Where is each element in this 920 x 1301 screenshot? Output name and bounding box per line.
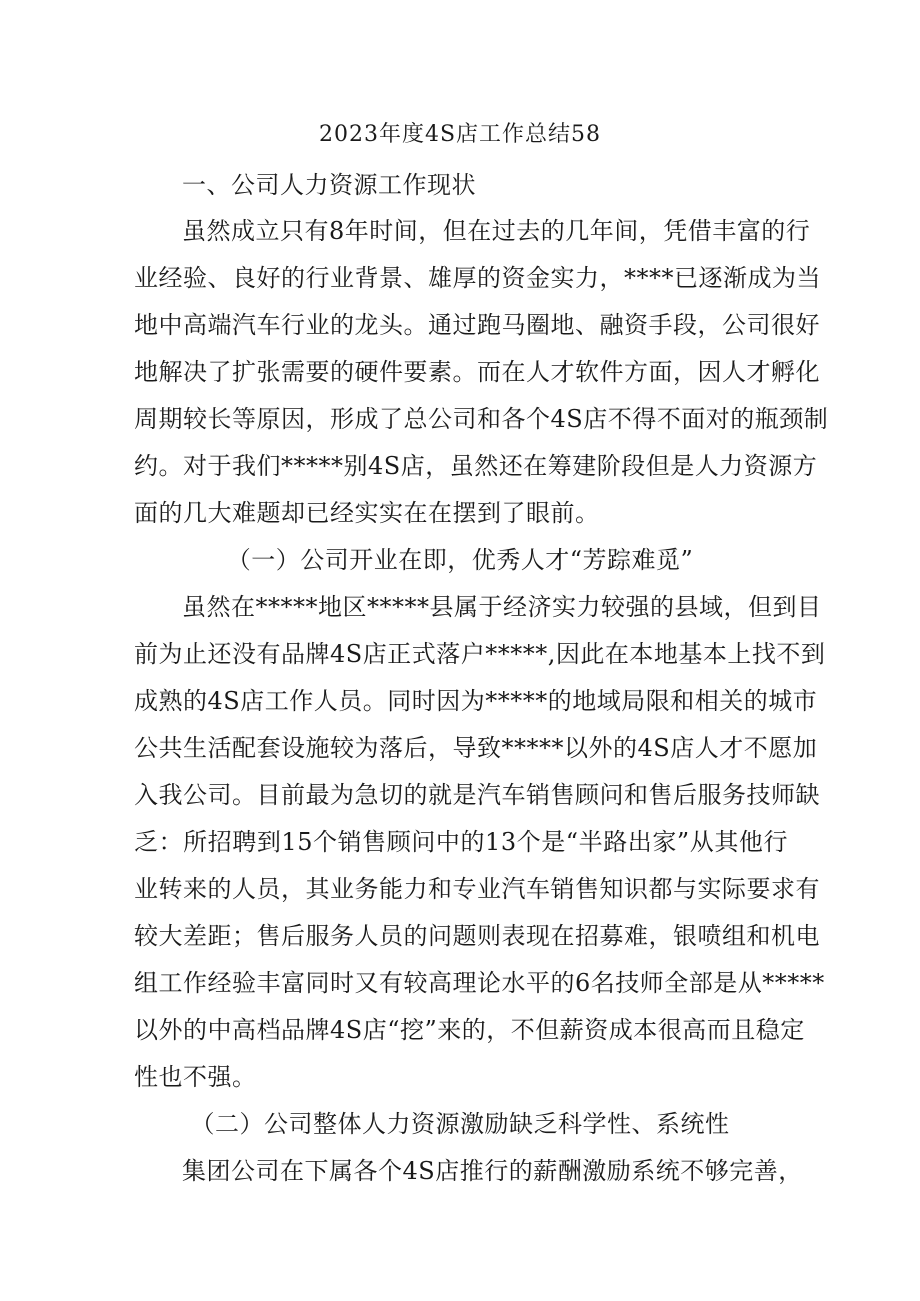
paragraph-line: 业经验、良好的行业背景、雄厚的资金实力，****已逐渐成为当	[134, 264, 821, 292]
paragraph-line: 公共生活配套设施较为落后，导致*****以外的4S店人才不愿加	[134, 734, 818, 762]
paragraph-line: 虽然在*****地区*****县属于经济实力较强的县域，但到目	[182, 593, 822, 621]
paragraph-line: 业转来的人员，其业务能力和专业汽车销售知识都与实际要求有	[134, 875, 820, 903]
paragraph-line: 地中高端汽车行业的龙头。通过跑马圈地、融资手段，公司很好	[134, 311, 820, 339]
paragraph-line: 约。对于我们*****别4S店，虽然还在筹建阶段但是人力资源方	[134, 452, 818, 480]
subsection-heading: （一）公司开业在即，优秀人才“芳踪难觅”	[226, 546, 694, 574]
paragraph-line: 面的几大难题却已经实实在在摆到了眼前。	[134, 499, 600, 527]
paragraph-line: 以外的中高档品牌4S店“挖”来的，不但薪资成本很高而且稳定	[134, 1016, 805, 1044]
document-title: 2023年度4S店工作总结58	[318, 122, 602, 147]
paragraph-line: 成熟的4S店工作人员。同时因为*****的地域局限和相关的城市	[134, 687, 818, 715]
paragraph-line: 较大差距；售后服务人员的问题则表现在招募难，银喷组和机电	[134, 922, 820, 950]
section-heading: 一、公司人力资源工作现状	[182, 171, 476, 199]
paragraph-line: 组工作经验丰富同时又有较高理论水平的6名技师全部是从*****	[134, 969, 825, 997]
paragraph-line: 集团公司在下属各个4S店推行的薪酬激励系统不够完善，	[182, 1157, 803, 1185]
paragraph-line: 入我公司。目前最为急切的就是汽车销售顾问和售后服务技师缺	[134, 781, 820, 809]
paragraph-line: 性也不强。	[134, 1063, 257, 1091]
paragraph-line: 周期较长等原因，形成了总公司和各个4S店不得不面对的瓶颈制	[134, 405, 829, 433]
paragraph-line: 前为止还没有品牌4S店正式落户*****,因此在本地基本上找不到	[134, 640, 826, 668]
paragraph-line: 乏：所招聘到15个销售顾问中的13个是“半路出家”从其他行	[134, 828, 788, 856]
subsection-heading: （二）公司整体人力资源激励缺乏科学性、系统性	[190, 1110, 730, 1138]
paragraph-line: 虽然成立只有8年时间，但在过去的几年间，凭借丰富的行	[182, 217, 811, 245]
paragraph-line: 地解决了扩张需要的硬件要素。而在人才软件方面，因人才孵化	[134, 358, 820, 386]
